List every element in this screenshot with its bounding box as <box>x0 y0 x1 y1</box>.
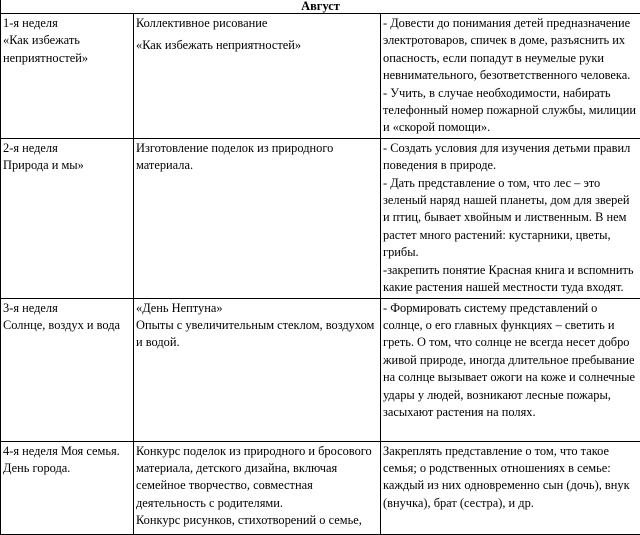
activity-cell <box>134 14 381 139</box>
goals-cell <box>381 441 640 534</box>
activity-line: Опыты с увеличительным стеклом, воздухом и водой. <box>136 317 378 352</box>
week-theme: «Как избежать неприятностей» <box>3 32 131 67</box>
table-row <box>1 298 640 441</box>
week-cell <box>1 441 134 534</box>
goal-item: Закреплять представление о том, что такое семья; о родственных отношениях в семье: каждый из них одновременно сын (дочь), внук (внучка), брат (сестра), и др. <box>383 443 638 513</box>
goal-item: - Учить, в случае необходимости, набирать телефонный номер пожарной службы, милиции и «скорой помощи». <box>383 85 638 137</box>
activity-line: Конкурс рисунков, стихотворений о семье, <box>136 512 378 529</box>
table-row <box>1 441 640 534</box>
activity-line: Коллективное рисование <box>136 15 378 32</box>
activity-line: Изготовление поделок из природного материала. <box>136 140 378 175</box>
month-header: Август <box>1 0 640 14</box>
week-theme: День города. <box>3 460 131 477</box>
goal-item: - Создать условия для изучения детьми правил поведения в природе. <box>383 140 638 175</box>
activity-line: Конкурс поделок из природного и бросового материала, детского дизайна, включая семейное творчество, совместная деятельность с родителями. <box>136 443 378 513</box>
activity-cell <box>134 138 381 298</box>
goal-item: - Дать представление о том, что лес – это зеленый наряд нашей планеты, дом для зверей и птиц, бывает хвойным и лиственным. В нем растет много растений: кустарники, цветы, грибы. <box>383 175 638 262</box>
week-cell <box>1 138 134 298</box>
goals-cell <box>381 14 640 139</box>
goal-item: - Довести до понимания детей предназначение электротоваров, спичек в доме, разъяснить их опасность, если попадут в неумелые руки невнимательного, безответственного человека. <box>383 15 638 85</box>
activity-cell <box>134 441 381 534</box>
week-label: 1-я неделя <box>3 15 131 32</box>
activity-line: «День Нептуна» <box>136 300 378 317</box>
activity-line: «Как избежать неприятностей» <box>136 37 378 54</box>
goal-item: -закрепить понятие Красная книга и вспомнить какие растения нашей местности туда входят. <box>383 262 638 297</box>
week-label: 3-я неделя <box>3 300 131 317</box>
goals-cell <box>381 138 640 298</box>
activity-cell <box>134 298 381 441</box>
week-theme: Природа и мы» <box>3 157 131 174</box>
table-row <box>1 138 640 298</box>
week-label: 2-я неделя <box>3 140 131 157</box>
month-header-row <box>1 0 640 14</box>
table-row <box>1 14 640 139</box>
goal-item: - Формировать систему представлений о солнце, о его главных функциях – светить и греть. О том, что солнце не всегда несет добро живой природе, иногда длительное пребывание на солнце вызывает ожоги на коже и солнечные удары у людей, возникают лесные пожары, засыхают растения на полях. <box>383 300 638 422</box>
week-theme: Солнце, воздух и вода <box>3 317 131 334</box>
week-cell <box>1 298 134 441</box>
week-label: 4-я неделя Моя семья. <box>3 443 131 460</box>
week-cell <box>1 14 134 139</box>
goals-cell <box>381 298 640 441</box>
